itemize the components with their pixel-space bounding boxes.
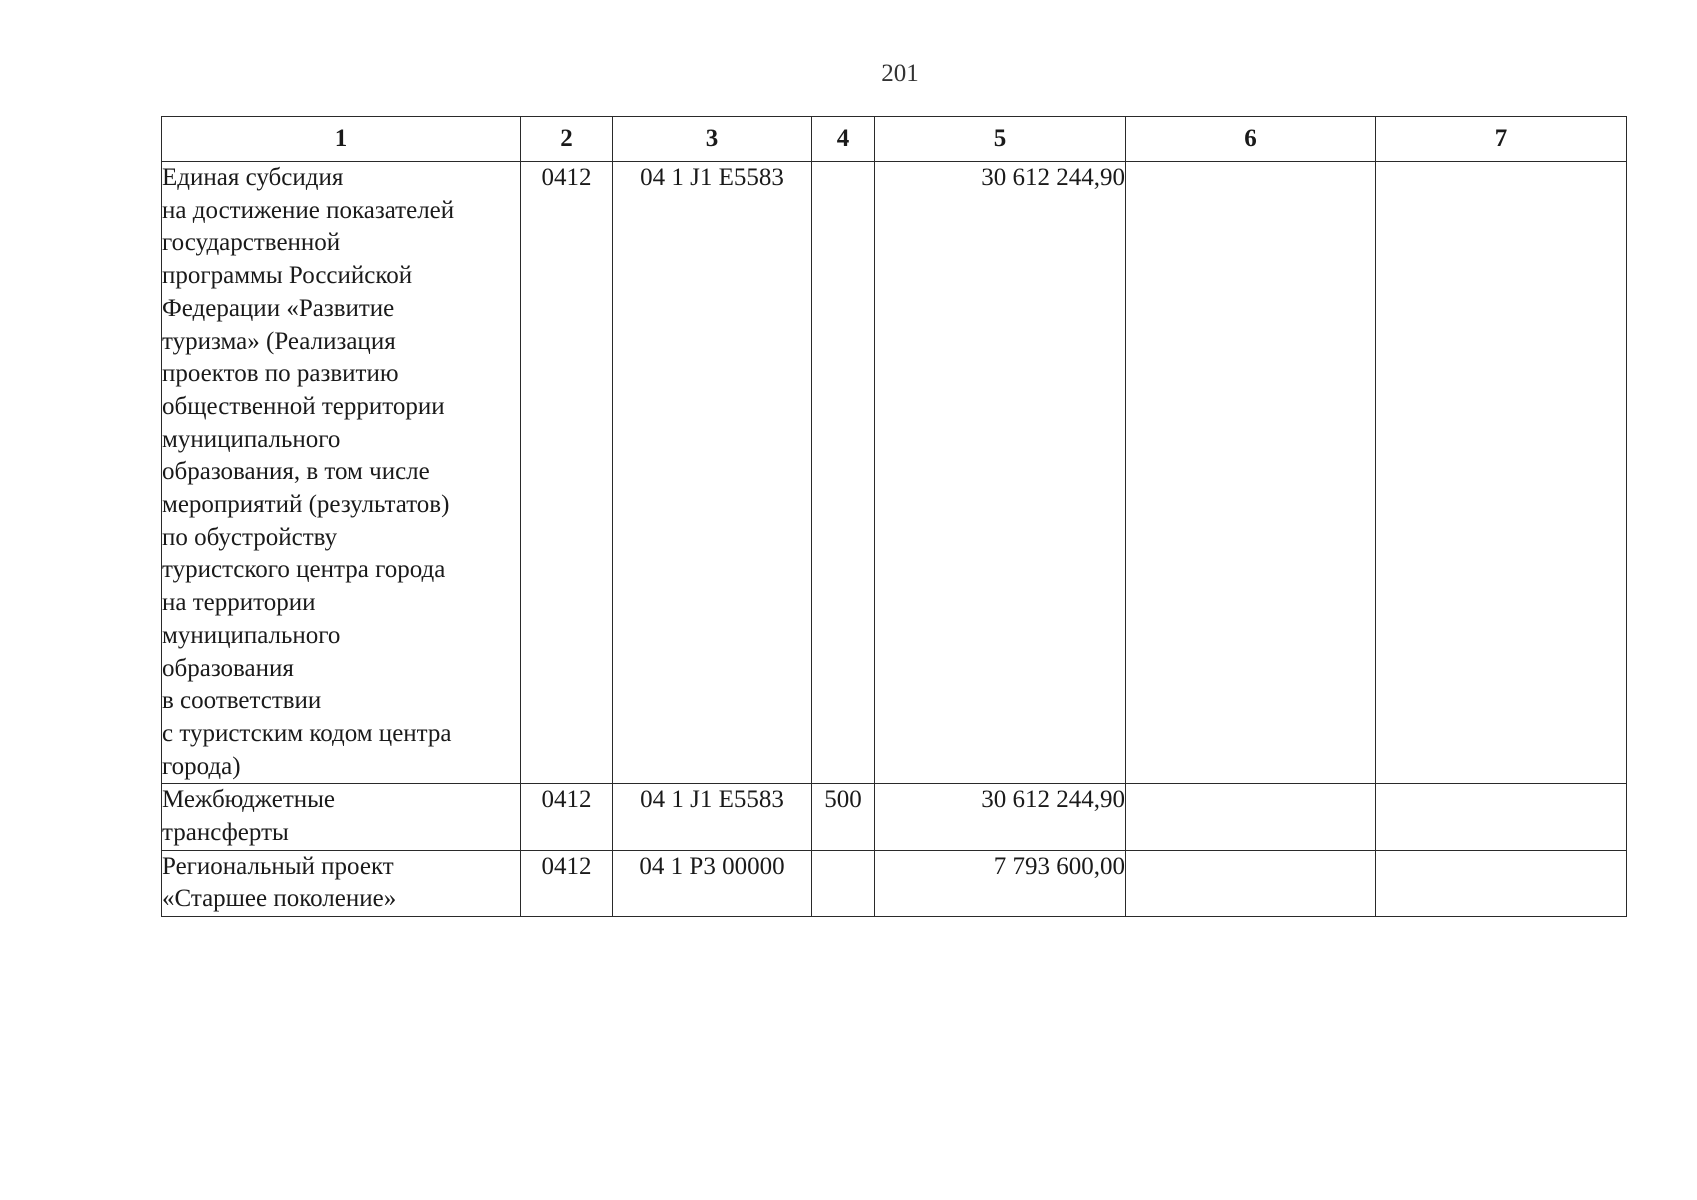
row-name-line: туристского центра города — [162, 556, 446, 584]
col6-cell — [1126, 850, 1376, 916]
row-name-line: муниципального — [162, 425, 341, 453]
row-name-line: муниципального — [162, 621, 341, 649]
column-header-2: 2 — [521, 117, 613, 162]
row-name-line: города) — [162, 752, 241, 780]
row-name-line: проектов по развитию — [162, 360, 399, 388]
row-name-line: программы Российской — [162, 262, 413, 290]
row-name-line: в соответствии — [162, 687, 322, 715]
target-code-cell: 04 1 J1 E5583 — [613, 162, 812, 784]
row-name-line: по обустройству — [162, 523, 338, 551]
col7-cell — [1376, 162, 1627, 784]
column-header-6: 6 — [1126, 117, 1376, 162]
table-row — [162, 784, 1627, 850]
target-code-cell: 04 1 J1 E5583 — [613, 784, 812, 850]
column-header-5: 5 — [875, 117, 1126, 162]
row-name-line: Региональный проект — [162, 852, 394, 880]
row-name-cell — [162, 784, 521, 850]
column-header-4: 4 — [812, 117, 875, 162]
row-name-line: с туристским кодом центра — [162, 719, 452, 747]
section-code-cell: 0412 — [521, 784, 613, 850]
amount-cell: 30 612 244,90 — [875, 784, 1126, 850]
table-row — [162, 850, 1627, 916]
amount-cell: 30 612 244,90 — [875, 162, 1126, 784]
column-header-1: 1 — [162, 117, 521, 162]
expense-type-cell — [812, 162, 875, 784]
row-name-line: общественной территории — [162, 392, 445, 420]
expense-type-cell — [812, 850, 875, 916]
row-name-cell — [162, 850, 521, 916]
table-row — [162, 162, 1627, 784]
row-name-line: Межбюджетные — [162, 786, 336, 814]
page-number: 201 — [881, 60, 919, 87]
budget-table — [161, 116, 1627, 917]
table-header-row — [162, 117, 1627, 162]
column-header-7: 7 — [1376, 117, 1627, 162]
section-code-cell: 0412 — [521, 162, 613, 784]
row-name-line: «Старшее поколение» — [162, 885, 397, 913]
section-code-cell: 0412 — [521, 850, 613, 916]
row-name-cell — [162, 162, 521, 784]
row-name-line: на достижение показателей — [162, 196, 455, 224]
col6-cell — [1126, 784, 1376, 850]
row-name-line: Единая субсидия — [162, 164, 344, 191]
row-name-line: на территории — [162, 589, 316, 617]
row-name-line: образования, в том числе — [162, 458, 430, 486]
row-name-line: мероприятий (результатов) — [162, 491, 450, 519]
col7-cell — [1376, 784, 1627, 850]
row-name-line: трансферты — [162, 819, 289, 847]
row-name-line: Федерации «Развитие — [162, 294, 395, 322]
col6-cell — [1126, 162, 1376, 784]
col7-cell — [1376, 850, 1627, 916]
column-header-3: 3 — [613, 117, 812, 162]
row-name-line: образования — [162, 654, 294, 682]
row-name-line: государственной — [162, 229, 341, 257]
target-code-cell: 04 1 P3 00000 — [613, 850, 812, 916]
row-name-line: туризма» (Реализация — [162, 327, 396, 355]
expense-type-cell: 500 — [812, 784, 875, 850]
amount-cell: 7 793 600,00 — [875, 850, 1126, 916]
